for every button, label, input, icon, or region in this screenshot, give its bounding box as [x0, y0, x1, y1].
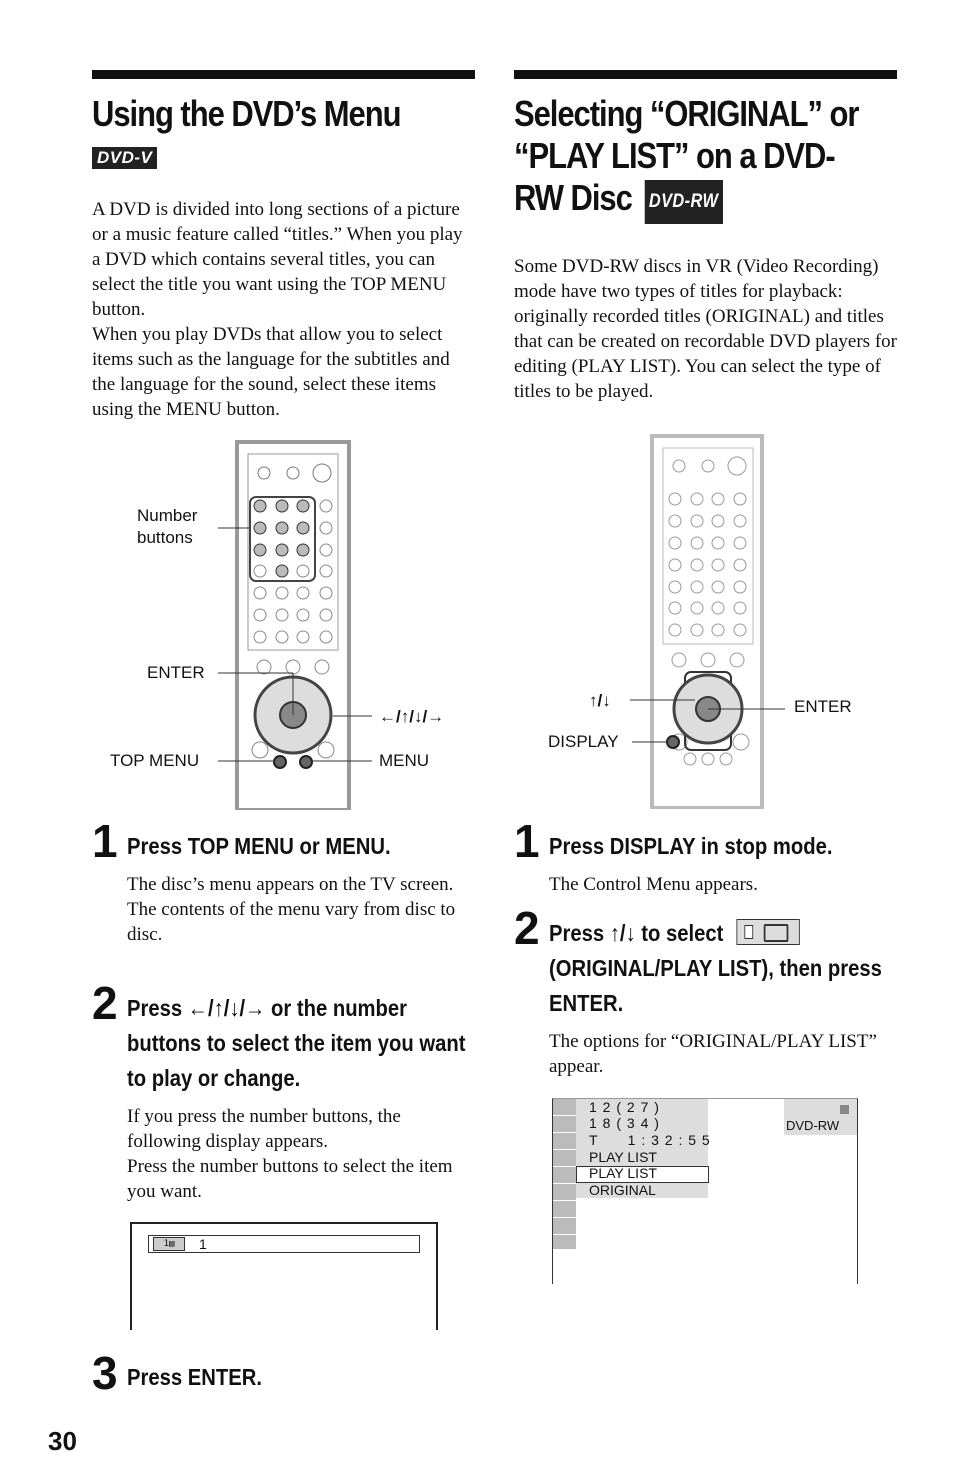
step-text: Press the number buttons to select the item you want. — [127, 1156, 453, 1202]
step-number: 1 — [514, 815, 540, 867]
label-line: Number — [137, 506, 198, 525]
display-label: DISPLAY — [548, 732, 619, 751]
step-body: The Control Menu appears. — [549, 874, 758, 895]
step-body: The options for “ORIGINAL/PLAY LIST” appear. — [549, 1031, 877, 1077]
step-text: If you press the number buttons, the following display appears. — [127, 1106, 401, 1152]
step-title: Press ←/↑/↓/→ or the number buttons to select the item you want to play or change. — [127, 995, 466, 1091]
step-number: 2 — [92, 977, 118, 1029]
label-line: buttons — [137, 528, 193, 547]
step-body — [127, 1104, 472, 1204]
section-rule — [514, 70, 897, 79]
title-line: Selecting “ORIGINAL” or — [514, 93, 859, 134]
disc-type: DVD-RW — [786, 1118, 840, 1133]
intro-text: Some DVD-RW discs in VR (Video Recording) mode have two types of titles for playback: originally recorded titles (ORIGINAL) and titles that can be created on recordable DVD players for editing (PLAY LIST). You can select the type of titles to be played. — [514, 256, 897, 402]
dvd-rw-badge: DVD-RW — [645, 180, 723, 224]
section-title — [514, 93, 892, 224]
time-readout: T 1 : 3 2 : 5 5 — [589, 1132, 711, 1148]
option-playlist-label: PLAY LIST — [589, 1165, 657, 1181]
left-column — [92, 70, 475, 422]
intro-text — [92, 197, 475, 422]
current-setting: PLAY LIST — [589, 1149, 657, 1165]
step-text: The contents of the menu vary from disc to disc. — [127, 899, 456, 945]
step-title: Press DISPLAY in stop mode. — [549, 833, 833, 859]
step-body — [127, 872, 477, 947]
section-rule — [92, 70, 475, 79]
arrows-label: ←/↑/↓/→ — [379, 707, 445, 726]
title-count: 1 2 ( 2 7 ) — [589, 1099, 660, 1115]
page-number: 30 — [48, 1426, 77, 1456]
title-icon: 1▤ — [153, 1237, 185, 1251]
paragraph: When you play DVDs that allow you to select items such as the language for the subtitles and the language for the sound, select these items using the MENU button. — [92, 324, 450, 420]
title-number-display — [130, 1222, 438, 1330]
step-title-text: Press ↑/↓ to select — [549, 920, 724, 946]
dvd-v-badge: DVD-V — [92, 147, 157, 169]
remote-figure-right — [530, 434, 870, 809]
option-original[interactable]: ORIGINAL — [589, 1182, 656, 1198]
display-value: 1 — [199, 1236, 207, 1252]
updown-label: ↑/↓ — [589, 691, 611, 710]
right-column — [514, 70, 897, 404]
menu-label: MENU — [379, 751, 430, 770]
step-number: 3 — [92, 1347, 118, 1399]
icon-strip — [553, 1099, 576, 1249]
paragraph: A DVD is divided into long sections of a picture or a music feature called “titles.” When you play a DVD which contains several titles, you can select the title you want using the TOP MENU button. — [92, 199, 463, 320]
step-title: Press ENTER. — [127, 1364, 262, 1390]
step-number: 2 — [514, 902, 540, 954]
number-buttons-label — [137, 505, 197, 549]
control-menu-display — [552, 1098, 858, 1284]
top-menu-label: TOP MENU — [110, 751, 200, 770]
display-field — [148, 1235, 420, 1253]
enter-label: ENTER — [794, 697, 852, 716]
step-text: The disc’s menu appears on the TV screen. — [127, 874, 454, 895]
chapter-count: 1 8 ( 3 4 ) — [589, 1115, 660, 1131]
step-title — [549, 916, 901, 1021]
original-playlist-icon — [736, 919, 799, 945]
step-title-text: (ORIGINAL/PLAY LIST), then press ENTER. — [549, 955, 882, 1016]
title-line — [514, 177, 892, 224]
step-title: Press TOP MENU or MENU. — [127, 833, 391, 859]
title-text: RW Disc — [514, 177, 632, 218]
stop-icon — [840, 1105, 849, 1114]
disc-indicator — [784, 1099, 857, 1135]
title-line: “PLAY LIST” on a DVD- — [514, 135, 835, 176]
enter-label: ENTER — [147, 663, 205, 682]
section-title: Using the DVD’s Menu — [92, 93, 401, 134]
step-number: 1 — [92, 815, 118, 867]
